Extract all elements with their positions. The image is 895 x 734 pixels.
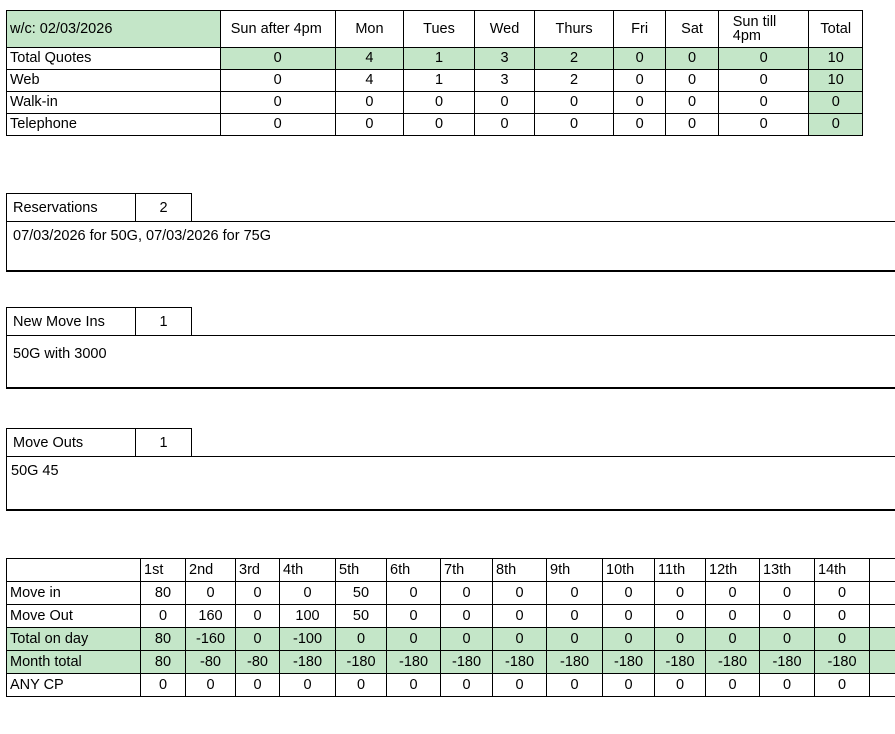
quotes-cell: 0 [666,92,718,114]
daily-row [7,651,895,674]
daily-cell: 0 [493,605,547,628]
daily-cell: 0 [493,582,547,605]
day-header: 10th [603,559,655,582]
day-header: 3rd [236,559,280,582]
daily-row-label: ANY CP [7,674,141,697]
daily-header-row [7,559,895,582]
quotes-cell: 2 [535,70,614,92]
quotes-cell: 0 [809,92,863,114]
daily-cell: -100 [280,628,336,651]
quotes-row [7,92,863,114]
daily-cell: 0 [547,628,603,651]
quotes-cell: 0 [666,114,718,136]
day-header: 12th [706,559,760,582]
quotes-cell: 0 [718,48,809,70]
quotes-cell: 0 [404,92,475,114]
daily-cell-overflow [870,582,895,605]
daily-cell: 0 [655,628,706,651]
quotes-row-label: Telephone [7,114,221,136]
daily-cell: 0 [336,674,387,697]
daily-cell: 0 [186,674,236,697]
day-header: 5th [336,559,387,582]
daily-row-label: Month total [7,651,141,674]
quotes-row-label: Total Quotes [7,48,221,70]
daily-cell: 0 [706,674,760,697]
reservations-box [6,193,895,272]
quotes-cell: 1 [404,70,475,92]
reservations-details: 07/03/2026 for 50G, 07/03/2026 for 75G [6,221,895,270]
quotes-cell: 0 [613,48,665,70]
daily-cell: 0 [760,674,815,697]
week-commencing-label: w/c: 02/03/2026 [7,11,221,48]
quotes-cell: 10 [809,48,863,70]
daily-cell: 0 [706,628,760,651]
daily-cell: 0 [760,628,815,651]
daily-row [7,628,895,651]
quotes-cell: 0 [535,114,614,136]
quotes-cell: 0 [335,92,404,114]
quotes-cell: 1 [404,48,475,70]
quotes-cell: 0 [535,92,614,114]
daily-cell: -180 [760,651,815,674]
quotes-row-label: Walk-in [7,92,221,114]
daily-cell: 0 [760,605,815,628]
weekly-quotes-table [6,10,863,136]
daily-cell: 0 [760,582,815,605]
col-header-thurs: Thurs [535,11,614,48]
quotes-cell: 3 [474,70,534,92]
daily-cell: 0 [655,605,706,628]
daily-cell: 0 [706,605,760,628]
daily-cell: 80 [141,582,186,605]
daily-cell: 0 [387,674,441,697]
daily-cell: 0 [280,582,336,605]
daily-cell-overflow [870,605,895,628]
day-header: 13th [760,559,815,582]
move-outs-count: 1 [136,428,192,456]
move-ins-details: 50G with 3000 [6,335,895,387]
daily-cell: -180 [547,651,603,674]
col-header-sun-till: Sun till 4pm [718,11,809,48]
quotes-cell: 3 [474,48,534,70]
daily-cell: -80 [236,651,280,674]
quotes-row [7,114,863,136]
daily-cell: 0 [603,628,655,651]
quotes-cell: 0 [666,48,718,70]
quotes-row [7,70,863,92]
quotes-cell: 0 [809,114,863,136]
daily-cell: 0 [603,605,655,628]
daily-cell: -180 [441,651,493,674]
daily-cell: -180 [603,651,655,674]
daily-cell: -180 [493,651,547,674]
quotes-cell: 0 [666,70,718,92]
daily-cell: 0 [655,674,706,697]
daily-cell-overflow [870,651,895,674]
daily-cell: 0 [815,628,870,651]
quotes-cell: 0 [404,114,475,136]
quotes-cell: 0 [220,114,335,136]
quotes-cell: 0 [718,70,809,92]
daily-cell: 0 [815,605,870,628]
daily-cell: -180 [280,651,336,674]
daily-cell: 0 [141,605,186,628]
daily-cell: 0 [336,628,387,651]
day-header: 2nd [186,559,236,582]
daily-row [7,582,895,605]
day-header-overflow [870,559,895,582]
col-header-sun-after: Sun after 4pm [220,11,335,48]
quotes-header-row [7,11,863,48]
quotes-cell: 0 [613,114,665,136]
daily-cell: 100 [280,605,336,628]
day-header: 4th [280,559,336,582]
daily-corner-cell [7,559,141,582]
quotes-cell: 4 [335,48,404,70]
daily-cell: 0 [441,628,493,651]
col-header-mon: Mon [335,11,404,48]
daily-row [7,674,895,697]
daily-cell: 0 [236,605,280,628]
daily-cell: 0 [441,582,493,605]
move-outs-details: 50G 45 [6,456,895,509]
quotes-cell: 4 [335,70,404,92]
daily-row-label: Move Out [7,605,141,628]
daily-cell: 0 [387,605,441,628]
daily-cell: -80 [186,651,236,674]
daily-cell: 0 [547,605,603,628]
quotes-cell: 0 [220,92,335,114]
daily-cell-overflow [870,628,895,651]
quotes-cell: 0 [613,70,665,92]
day-header: 11th [655,559,706,582]
daily-cell: 0 [493,628,547,651]
daily-cell: 0 [493,674,547,697]
quotes-row [7,48,863,70]
daily-cell: -180 [655,651,706,674]
quotes-cell: 0 [718,114,809,136]
daily-movement-table [6,558,895,697]
daily-cell: 0 [603,582,655,605]
quotes-cell: 0 [613,92,665,114]
daily-cell: 80 [141,628,186,651]
quotes-cell: 2 [535,48,614,70]
day-header: 7th [441,559,493,582]
move-ins-count: 1 [136,307,192,335]
quotes-cell: 10 [809,70,863,92]
daily-cell-overflow [870,674,895,697]
quotes-row-label: Web [7,70,221,92]
col-header-wed: Wed [474,11,534,48]
daily-cell: 0 [706,582,760,605]
daily-cell: 0 [547,674,603,697]
daily-cell: -180 [336,651,387,674]
daily-cell: 0 [387,582,441,605]
quotes-cell: 0 [474,114,534,136]
daily-cell: 0 [280,674,336,697]
daily-cell: 50 [336,605,387,628]
quotes-cell: 0 [220,48,335,70]
move-outs-label: Move Outs [6,428,136,456]
quotes-cell: 0 [220,70,335,92]
reservations-count: 2 [136,193,192,221]
daily-row [7,605,895,628]
daily-cell: 0 [603,674,655,697]
daily-cell: -180 [815,651,870,674]
daily-cell: 0 [441,674,493,697]
day-header: 14th [815,559,870,582]
move-ins-box [6,307,895,389]
day-header: 6th [387,559,441,582]
quotes-cell: 0 [335,114,404,136]
day-header: 9th [547,559,603,582]
daily-cell: 0 [655,582,706,605]
daily-cell: 160 [186,605,236,628]
daily-cell: 0 [441,605,493,628]
daily-cell: 0 [186,582,236,605]
quotes-cell: 0 [474,92,534,114]
daily-cell: 0 [815,674,870,697]
move-ins-label: New Move Ins [6,307,136,335]
daily-cell: 0 [236,582,280,605]
reservations-label: Reservations [6,193,136,221]
col-header-sat: Sat [666,11,718,48]
daily-cell: 0 [815,582,870,605]
daily-cell: 0 [387,628,441,651]
col-header-total: Total [809,11,863,48]
day-header: 8th [493,559,547,582]
daily-cell: 50 [336,582,387,605]
daily-cell: -180 [387,651,441,674]
col-header-tues: Tues [404,11,475,48]
quotes-cell: 0 [718,92,809,114]
daily-cell: 80 [141,651,186,674]
daily-cell: 0 [141,674,186,697]
daily-cell: 0 [236,628,280,651]
daily-cell: 0 [547,582,603,605]
day-header: 1st [141,559,186,582]
daily-cell: 0 [236,674,280,697]
daily-cell: -160 [186,628,236,651]
move-outs-box [6,428,895,511]
daily-row-label: Total on day [7,628,141,651]
daily-row-label: Move in [7,582,141,605]
col-header-fri: Fri [613,11,665,48]
daily-cell: -180 [706,651,760,674]
